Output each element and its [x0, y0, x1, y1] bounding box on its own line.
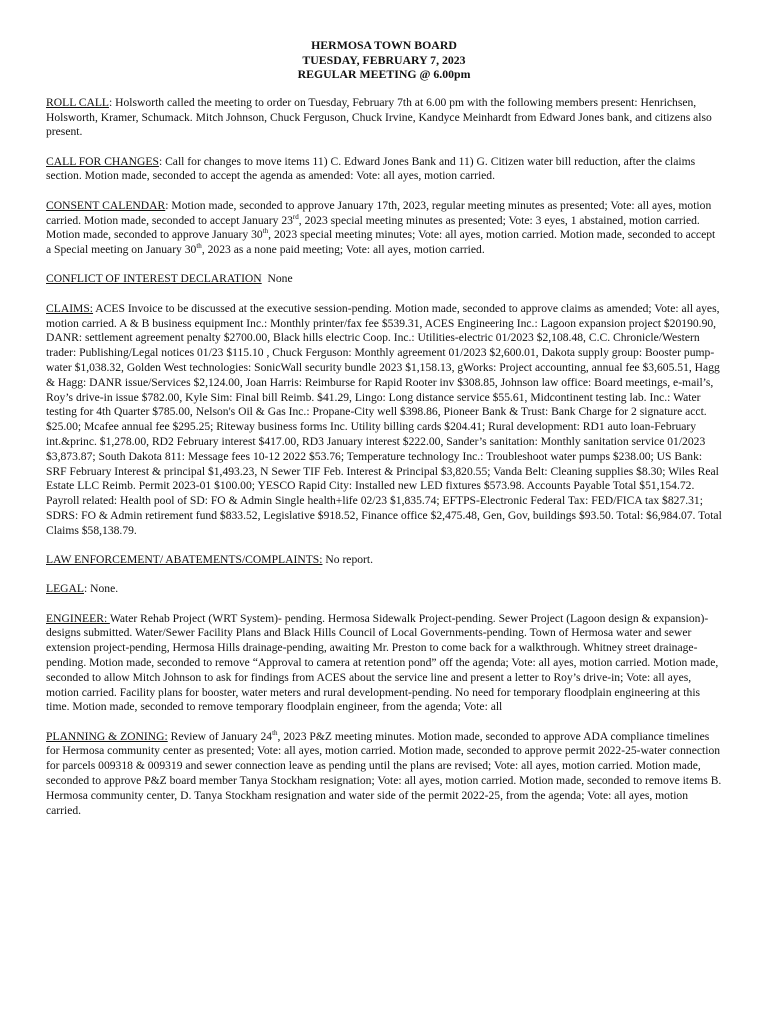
law-enforcement-text: No report.: [322, 553, 374, 566]
section-planning-zoning: [46, 730, 722, 819]
consent-calendar-sup-3: th: [196, 242, 202, 251]
consent-calendar-sup-2: th: [262, 227, 269, 236]
planning-zoning-sup-1: th: [272, 728, 278, 737]
call-for-changes-text: : Call for changes to move items 11) C. Edward Jones Bank and 11) G. Citizen water bill reduction, after the claims section. Motion made, seconded to accept the agenda as amended: Vote: all ayes, motion carried.: [46, 154, 696, 183]
section-roll-call: [46, 96, 722, 140]
section-legal: [46, 582, 722, 597]
legal-text: : None.: [84, 582, 119, 596]
planning-zoning-text-2: , 2023 P&Z meeting minutes. Motion made, seconded to approve ADA compliance timelines for Hermosa community center as presented; Vote: all ayes, motion carried. Motion made, seconded to approve permit 2022-25-water connection for parcels 009318 & 009319 and sewer connection leave as pending until the plans are revised; Vote: all ayes, motion carried. Motion made, seconded to approve P&Z board member Tanya Stockham resignation; Vote: all ayes, motion carried. Motion made, seconded to remove items B. Hermosa community center, D. Tanya Stockham resignation and water side of the permit 2022-25, from the agenda; Vote: all ayes, motion carried.: [46, 729, 722, 817]
section-engineer: [46, 612, 722, 716]
engineer-heading: ENGINEER:: [46, 611, 110, 625]
document-header: [46, 38, 722, 82]
header-date: TUESDAY, FEBRUARY 7, 2023: [302, 52, 466, 67]
section-claims: [46, 302, 722, 539]
section-law-enforcement: [46, 553, 722, 568]
roll-call-text: : Holsworth called the meeting to order on Tuesday, February 7th at 6.00 pm with the following members present: Henrichsen, Holsworth, Kramer, Schumack. Mitch Johnson, Chuck Ferguson, Chuck Irvine, Kandyce Meinhardt from Edward Jones bank, and citizens also present.: [46, 95, 712, 139]
claims-heading: CLAIMS:: [46, 301, 94, 315]
section-call-for-changes: [46, 155, 722, 185]
minutes-page: [46, 38, 722, 833]
header-board-name: HERMOSA TOWN BOARD: [311, 38, 457, 52]
call-for-changes-heading: CALL FOR CHANGES: [46, 154, 159, 168]
engineer-text: Water Rehab Project (WRT System)- pending. Hermosa Sidewalk Project-pending. Sewer Project (Lagoon design & expansion)-designs submitted. Water/Sewer Facility Plans and Black Hills Council of Local Governments-pending. Town of Hermosa water and sewer extension project-pending, Hermosa Hills drainage-pending, awaiting Mr. Preston to come back for a walkthrough. Whitney street drainage-pending. Motion made, seconded to remove “Approval to camera at retention pond” off the agenda; Vote: all ayes, motion carried. Motion made, seconded to allow Mitch Johnson to ask for findings from ACES about the service line and present a letter to Roy’s drive-in; Vote: all ayes, motion carried. Facility plans for booster, water meters and rural development-pending. No need for temporary floodplain engineering at this time. Motion made, seconded to remove temporary floodplain engineer, from the agenda; Vote: all: [46, 611, 719, 714]
consent-calendar-sup-1: rd: [292, 212, 299, 221]
section-conflict-of-interest: [46, 272, 722, 287]
conflict-of-interest-heading: CONFLICT OF INTEREST DECLARATION: [46, 272, 262, 286]
legal-heading: LEGAL: [46, 582, 84, 596]
consent-calendar-heading: CONSENT CALENDAR: [46, 198, 166, 212]
planning-zoning-text-1: Review of January 24: [167, 729, 273, 743]
consent-calendar-text-2: , 2023 special meeting minutes as presented; Vote: 3 eyes, 1 abstained, motion carried. Motion made, seconded to approve January 30: [46, 213, 700, 242]
section-consent-calendar: [46, 199, 722, 258]
header-meeting-type: REGULAR MEETING @ 6.00pm: [297, 67, 471, 82]
conflict-of-interest-text: None: [261, 272, 293, 286]
law-enforcement-heading: LAW ENFORCEMENT/ ABATEMENTS/COMPLAINTS:: [46, 553, 323, 566]
roll-call-heading: ROLL CALL: [46, 95, 110, 109]
planning-zoning-heading: PLANNING & ZONING:: [46, 729, 168, 743]
consent-calendar-text-1: : Motion made, seconded to approve January 17th, 2023, regular meeting minutes as presented; Vote: all ayes, motion carried. Motion made, seconded to accept January 23: [46, 198, 712, 227]
consent-calendar-text-4: , 2023 as a none paid meeting; Vote: all ayes, motion carried.: [201, 243, 485, 257]
claims-text: ACES Invoice to be discussed at the executive session-pending. Motion made, seconded to approve claims as amended; Vote: all ayes, motion carried. A & B business equipment Inc.: Monthly printer/fax fee $539.31, ACES Engineering Inc.: Lagoon expansion project $20190.90, DANR: settlement agreement penalty $2700.00, Black hills electric Coop. Inc.: Utilities-electric 01/2023 $2,108.48, C.C. Chronicle/Western trader: Publishing/Legal notices 01/23 $115.10 , Chuck Ferguson: Monthly agreement 01/2023 $2,600.01, Dakota supply group: Booster pump-water $1,038.32, Golden West technologies: SonicWall security bundle 2023 $1,158.13, gWorks: Project accounting, annual fee $3,605.51, Hagg & Hagg: DANR issue/Services $2,124.00, Joan Harris: Reimburse for Rapid Rooter inv $308.85, Johnson law office: Board meetings, e-mail’s, Roy’s drive-in issue $782.00, Kyle Sim: Final bill Reimb. $41.29, Lingo: Long distance service $55.61, Midcontinent testing lab. Inc.: Water testing for 4th Quarter $785.00, Nelson's Oil & Gas Inc.: Propane-City well $398.86, Pioneer Bank & Trust: Bank Charge for 2 signature acct. $25.00; Mcafee annual fee $295.25; Riteway business forms Inc. Utility billing cards $204.41; Rural development: RD1 auto loan-February int.&princ. $1,278.00, RD2 February interest $417.00, RD3 January interest $222.00, Sander’s sanitation: Monthly sanitation service 01/2023 $3,873.87; South Dakota 811: Message fees 10-12 2022 $53.76; Temperature technology Inc.: Troubleshoot water pumps $238.00; US Bank: SRF February Interest & principal $1,493.23, N Sewer TIF Feb. Interest & Principal $3,820.55; Vanda Belt: Cleaning supplies $8.30; Wiles Real Estate LLC Reimb. Permit 2023-01 $100.00; YESCO Rapid City: Installed new LED fixtures $573.98. Accounts Payable Total $51,154.72. Payroll related: Health pool of SD: FO & Admin Single health+life 02/23 $1,835.74; EFTPS-Electronic Federal Tax: FED/FICA tax $827.31; SDRS: FO & Admin retirement fund $833.52, Legislative $918.52, Finance office $2,475.48, Gen, Gov, buildings $93.50. Total: $6,984.07. Total Claims $58,138.79.: [46, 301, 722, 537]
consent-calendar-text-3: , 2023 special meeting minutes; Vote: all ayes, motion carried. Motion made, seconded to accept a Special meeting on January 30: [46, 228, 716, 257]
